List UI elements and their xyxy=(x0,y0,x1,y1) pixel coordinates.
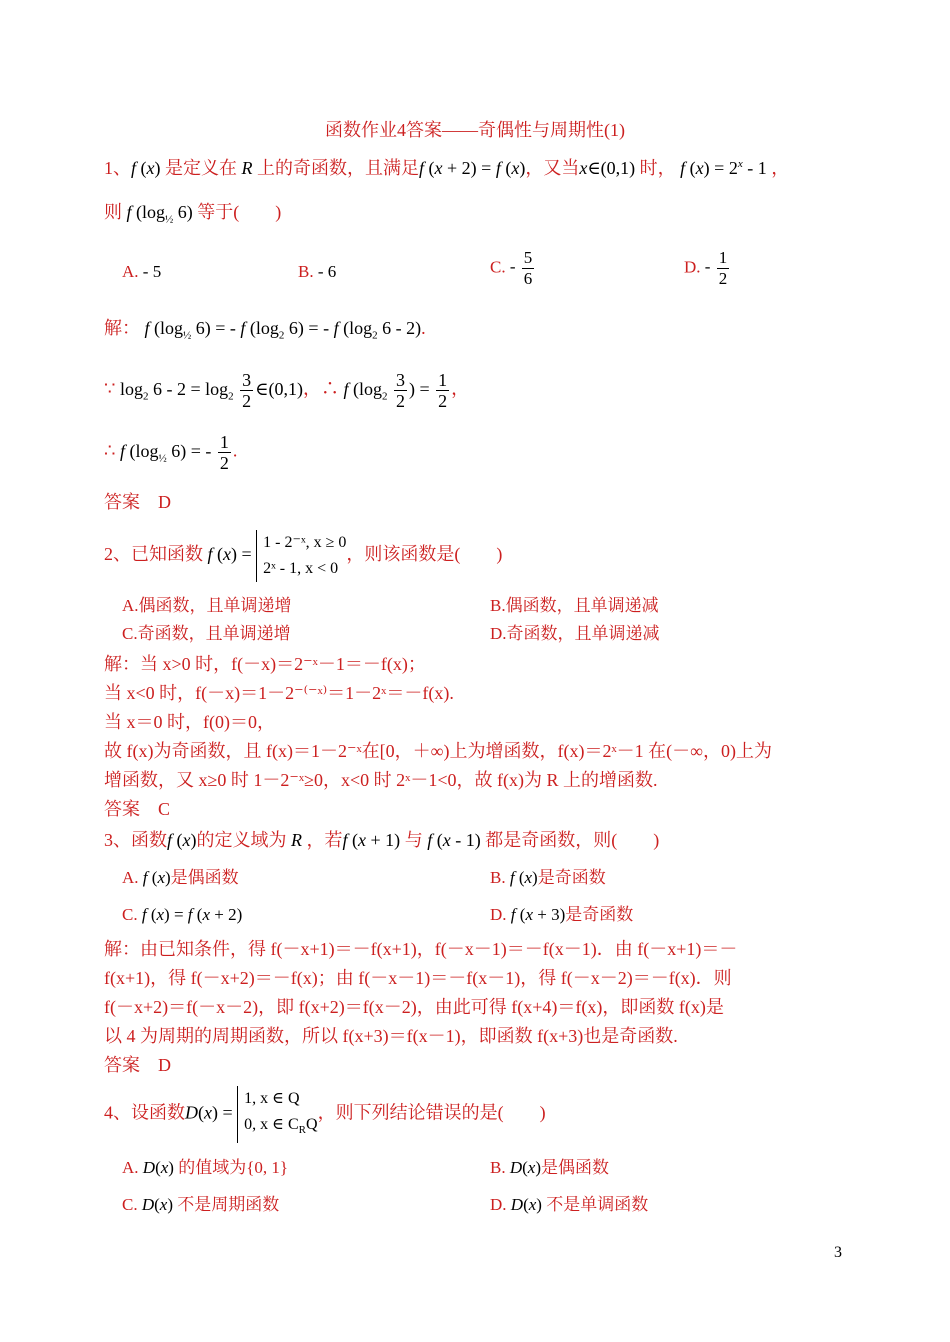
q3-answer: 答案 D xyxy=(104,1055,171,1075)
q3-option-a: A. f (x)是偶函数 xyxy=(122,868,239,887)
q2-solution-line5: 增函数，又 x≥0 时 1－2⁻ˣ≥0，x<0 时 2ˣ－1<0，故 f(x)为 R 上的增函数. xyxy=(104,770,658,790)
q3-stem: 3、函数f (x)的定义域为 R ，若f (x + 1) 与 f (x - 1) 都是奇函数，则( ) xyxy=(104,830,660,850)
q2-option-a: A.偶函数，且单调递增 xyxy=(122,596,292,615)
q3-solution-line4: 以 4 为周期的周期函数，所以 f(x+3)＝f(x－1)，即函数 f(x+3)也是奇函数. xyxy=(104,1026,678,1046)
q1-answer: 答案 D xyxy=(104,492,171,512)
q2-solution-line2: 当 x<0 时，f(－x)＝1－2⁻⁽⁻ˣ⁾＝1－2ˣ＝－f(x). xyxy=(104,683,454,703)
q2-solution-line3: 当 x＝0 时，f(0)＝0， xyxy=(104,712,275,732)
q1-option-b: B. - 6 xyxy=(298,262,337,281)
q2-solution-line4: 故 f(x)为奇函数，且 f(x)＝1－2⁻ˣ在[0，＋∞)上为增函数，f(x)＝2ˣ－1 在(－∞，0)上为 xyxy=(104,741,772,761)
q2-stem: 2、已知函数 f (x) = 1 - 2⁻ˣ, x ≥ 0 2ˣ - 1, x < 0 ，则该函数是( ) xyxy=(104,530,502,586)
q2-answer: 答案 C xyxy=(104,799,171,819)
q1-stem: 1、f (x) 是定义在 R 上的奇函数，且满足f (x + 2) = f (x)，又当x∈(0,1) 时， f $(x) = 2^x - 1$ ， xyxy=(104,158,790,178)
q1-solution-line1: 解： f ($\log_{\frac{1}{2}}$ 6) = - f ($\log_2$ 6) = - f ($\log_2$ 6 - 2). xyxy=(104,318,426,342)
q4-option-a: A. D(x) 的值域为{0, 1} xyxy=(122,1158,289,1177)
page-title: 函数作业4答案——奇偶性与周期性(1) xyxy=(325,120,625,140)
page-number: 3 xyxy=(834,1244,842,1261)
q1-stem-line2: 则 f ($\log_{\frac{1}{2}}$ 6) 等于( ) xyxy=(104,202,282,226)
q4-option-c: C. D(x) 不是周期函数 xyxy=(122,1195,280,1214)
q3-option-b: B. f (x)是奇函数 xyxy=(490,868,606,887)
q3-solution-line2: f(x+1)，得 f(－x+2)＝－f(x)；由 f(－x－1)＝－f(x－1)，得 f(－x－2)＝－f(x)．则 xyxy=(104,968,732,988)
q1-option-d: D. - $\frac{1}{2}$ xyxy=(684,248,728,288)
q2-solution-line1: 解：当 x>0 时，f(－x)＝2⁻ˣ－1＝－f(x)； xyxy=(104,654,426,674)
q2-option-c: C.奇函数，且单调递增 xyxy=(122,624,291,643)
q4-option-d: D. D(x) 不是单调函数 xyxy=(490,1195,649,1214)
q3-option-c: C. f (x) = f (x + 2) xyxy=(122,905,243,924)
q4-option-b: B. D(x)是偶函数 xyxy=(490,1158,610,1177)
q3-solution-line1: 解：由已知条件，得 f(－x+1)＝－f(x+1)，f(－x－1)＝－f(x－1)．由 f(－x+1)＝－ xyxy=(104,939,738,959)
q2-option-b: B.偶函数，且单调递减 xyxy=(490,596,659,615)
q1-solution-line3: ∴ f ($\log_{\frac{1}{2}}$ 6) = - $\frac{1}{2}$ . xyxy=(104,432,238,473)
q2-piecewise: 1 - 2⁻ˣ, x ≥ 0 2ˣ - 1, x < 0 xyxy=(256,530,346,582)
q1-option-c: C. - $\frac{5}{6}$ xyxy=(490,248,533,288)
q1-option-a: A. - 5 xyxy=(122,262,162,281)
q3-solution-line3: f(－x+2)＝f(－x－2)，即 f(x+2)＝f(x－2)，由此可得 f(x+4)＝f(x)，即函数 f(x)是 xyxy=(104,997,724,1017)
q1-solution-line2: ∵ $\log_2 6 - 2 = \log_2$ $\frac{3}{2}$ ∈(0,1)，∴ f ($\log_2$ $\frac{3}{2}$ ) = $\frac{1}{2}$ ， xyxy=(104,370,470,411)
q3-option-d: D. f (x + 3)是奇函数 xyxy=(490,905,634,924)
q4-stem: 4、设函数D(x) = 1, x ∈ Q 0, x ∈ $C_RQ$ ，则下列结论错误的是( ) xyxy=(104,1086,546,1142)
q2-option-d: D.奇函数，且单调递减 xyxy=(490,624,660,643)
q4-piecewise: 1, x ∈ Q 0, x ∈ $C_RQ$ xyxy=(237,1086,317,1143)
